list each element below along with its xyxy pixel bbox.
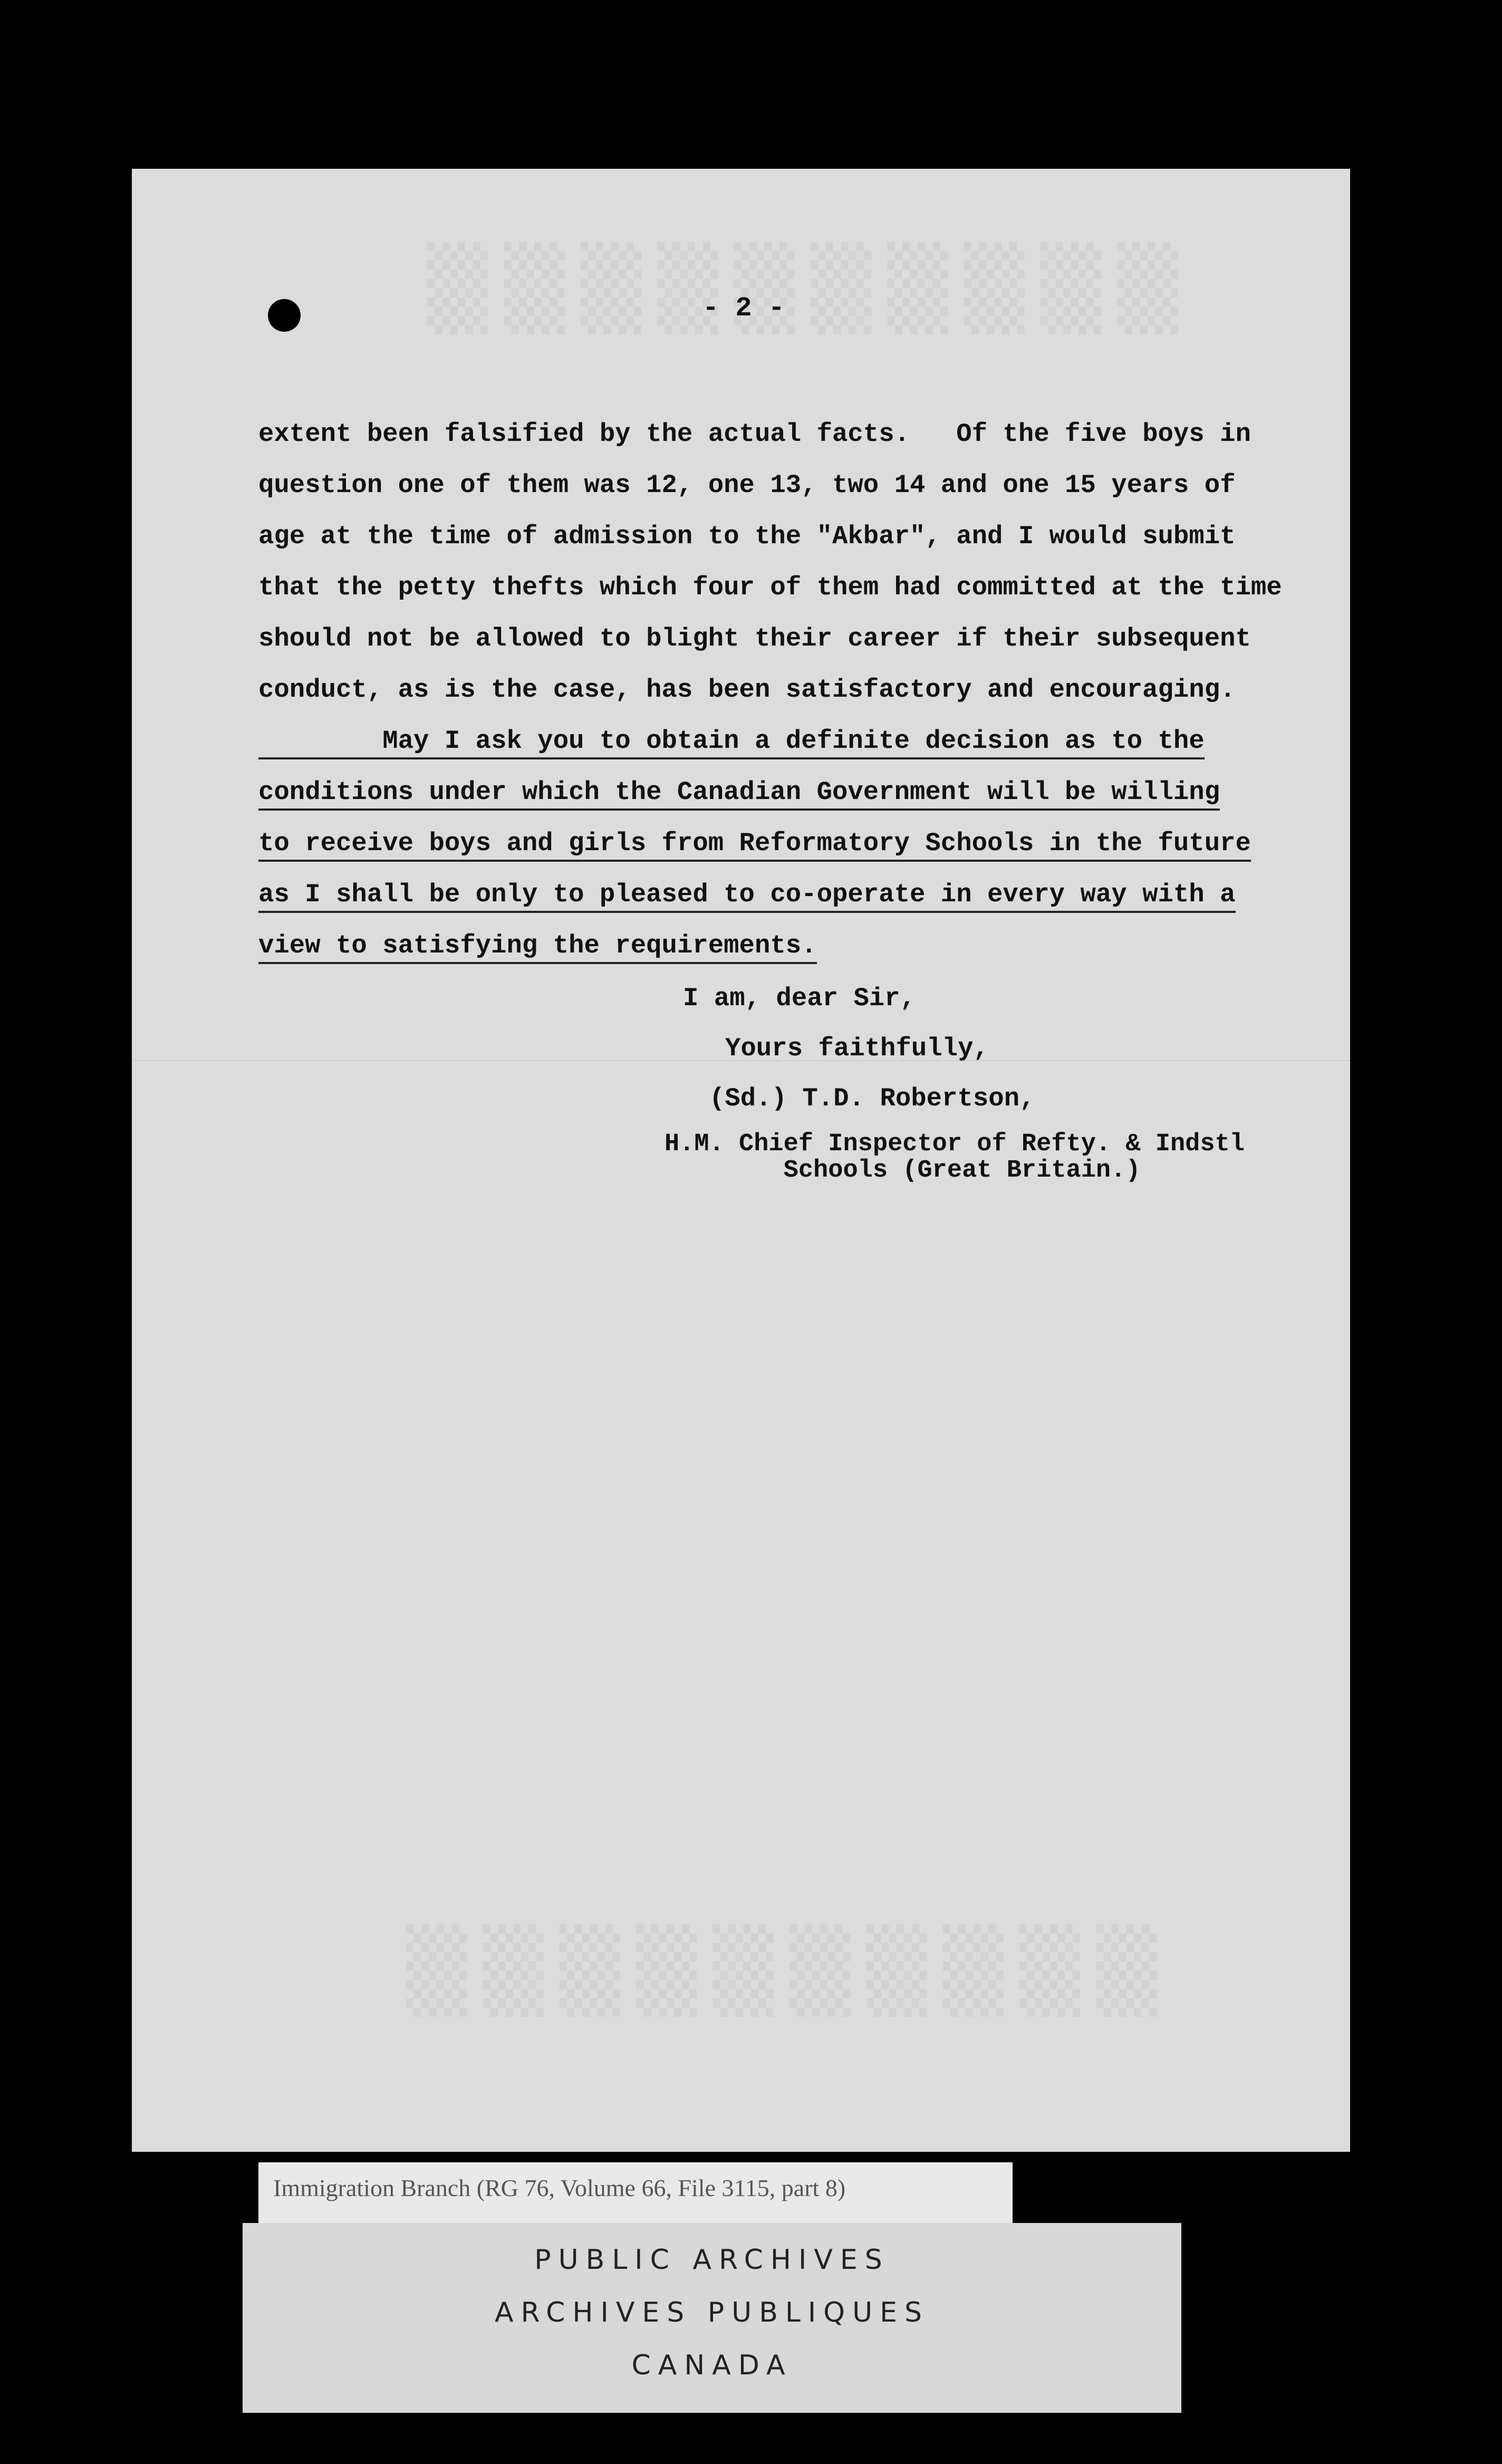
body-line-text: view to satisfying the requirements.	[258, 931, 817, 964]
body-line	[258, 818, 1313, 869]
archive-reference: Immigration Branch (RG 76, Volume 66, File 3115, part 8)	[258, 2162, 1013, 2223]
body-line	[258, 613, 1313, 665]
punch-hole	[268, 299, 301, 332]
body-line	[258, 562, 1313, 613]
body-line-text: extent been falsified by the actual facts. Of the five boys in	[258, 419, 1251, 449]
signatory-title-line2: Schools (Great Britain.)	[665, 1157, 1141, 1185]
bleed-through-stamp-bottom	[406, 1925, 1173, 2017]
body-line	[258, 767, 1313, 818]
body-line	[258, 716, 1313, 767]
body-line-text: conditions under which the Canadian Government will be willing	[258, 777, 1220, 811]
valediction: Yours faithfully,	[725, 1034, 989, 1063]
signatory-title-line1: H.M. Chief Inspector of Refty. & Indstl	[665, 1130, 1245, 1158]
body-line	[258, 511, 1313, 562]
letter-body	[258, 409, 1313, 971]
body-line-text: should not be allowed to blight their career if their subsequent	[258, 624, 1251, 653]
body-line-text: age at the time of admission to the "Akbar", and I would submit	[258, 522, 1236, 551]
body-line	[258, 409, 1313, 460]
body-line-text: question one of them was 12, one 13, two 14 and one 15 years of	[258, 470, 1236, 500]
archive-line-2: ARCHIVES PUBLIQUES	[494, 2297, 930, 2328]
body-line-text: as I shall be only to pleased to co-operate in every way with a	[258, 880, 1236, 913]
archive-line-1: PUBLIC ARCHIVES	[534, 2244, 890, 2276]
body-line-text: conduct, as is the case, has been satisfactory and encouraging.	[258, 675, 1236, 705]
document-page	[132, 169, 1350, 2152]
archive-label	[211, 2162, 1202, 2410]
archive-stamp-card	[243, 2223, 1181, 2413]
archive-line-3: CANADA	[631, 2350, 793, 2381]
body-line	[258, 665, 1313, 716]
page-number: - 2 -	[702, 293, 785, 324]
body-line	[258, 460, 1313, 511]
signatory-title	[665, 1131, 1245, 1184]
body-line	[258, 920, 1313, 971]
salutation: I am, dear Sir,	[683, 984, 916, 1013]
signature: (Sd.) T.D. Robertson,	[709, 1084, 1035, 1113]
body-line-text: May I ask you to obtain a definite decision as to the	[258, 726, 1205, 759]
body-line-text: to receive boys and girls from Reformatory Schools in the future	[258, 829, 1251, 862]
body-line-text: that the petty thefts which four of them had committed at the time	[258, 573, 1282, 602]
body-line	[258, 869, 1313, 920]
